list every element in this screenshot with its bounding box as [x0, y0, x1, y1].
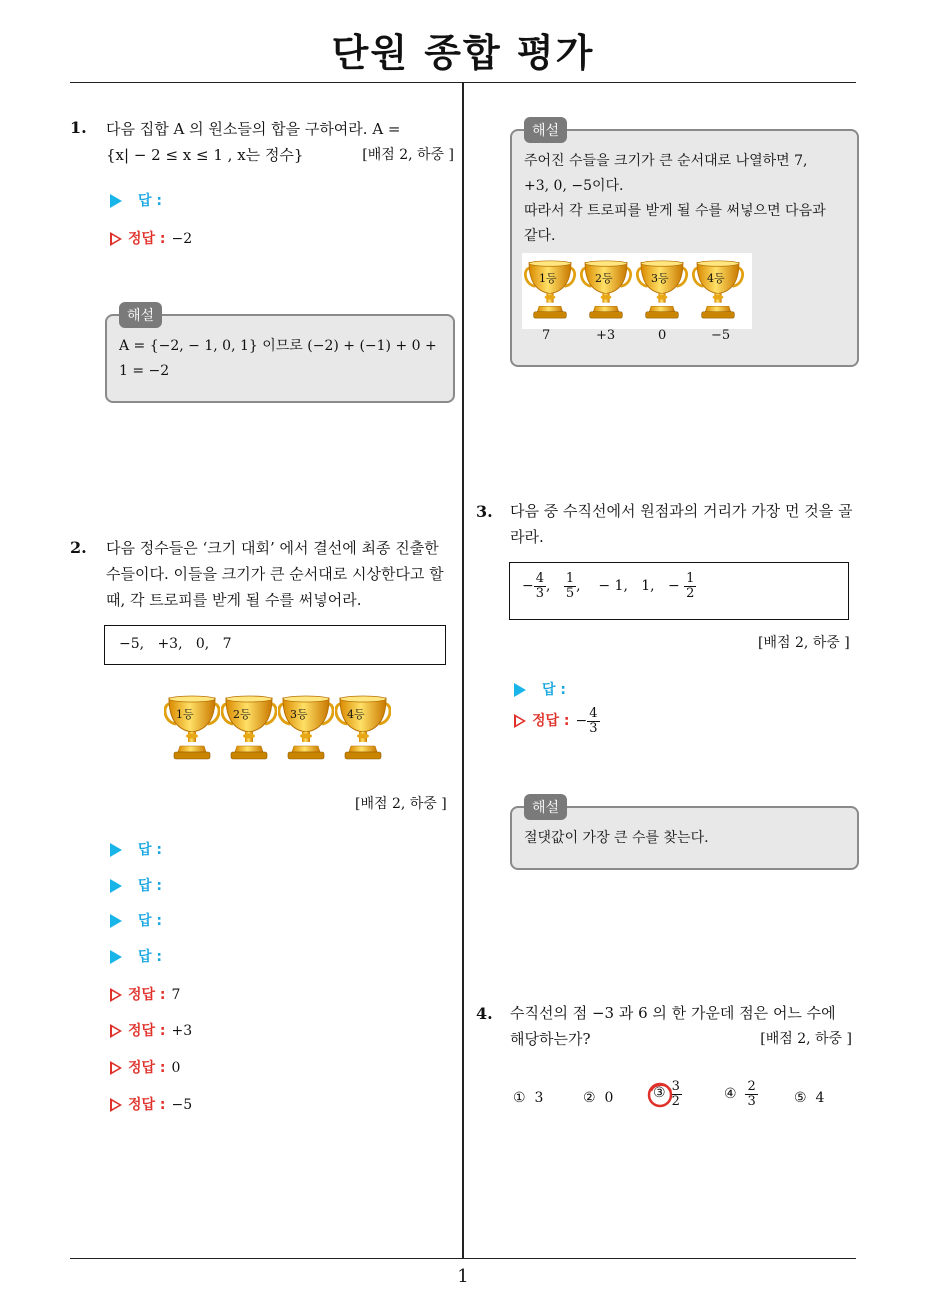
question-4-number: 4. — [476, 1004, 493, 1023]
question-3-correct: 정답 : − $\frac{4}{3}$ — [514, 707, 600, 735]
fraction: $\frac{4}{3}$ — [535, 571, 545, 601]
answer-arrow-icon — [110, 914, 122, 928]
question-2-correct-1: 정답 : 7 — [110, 984, 180, 1004]
trophy-rank-1: 1등 — [176, 708, 194, 721]
trophy-rank-4: 4등 — [707, 272, 725, 285]
trophy-rank-3: 3등 — [290, 708, 308, 721]
question-2-number: 2. — [70, 538, 87, 557]
solution-tag: 해설 — [524, 794, 567, 820]
trophy-rank-2: 2등 — [595, 272, 613, 285]
question-2-line-2: 수들이다. 이들을 크기가 큰 순서대로 시상한다고 할 — [106, 565, 444, 583]
question-2-text — [106, 535, 456, 613]
question-2-number-box — [104, 625, 446, 665]
trophy-icon — [636, 259, 688, 319]
answer-arrow-icon — [110, 194, 122, 208]
solution-line-1: 절댓값이 가장 큰 수를 찾는다. — [524, 830, 709, 846]
question-2-answer-field-4[interactable]: 답 : — [110, 946, 162, 966]
trophy-icon — [580, 259, 632, 319]
question-3-text — [510, 498, 860, 550]
footer-rule — [70, 1258, 856, 1259]
question-4-text — [510, 1000, 860, 1052]
question-4-line-2: 해당하는가? — [510, 1030, 591, 1048]
question-1-correct — [110, 228, 192, 248]
question-2-answer-field-2[interactable]: 답 : — [110, 875, 162, 895]
trophy-icon — [164, 694, 220, 760]
column-divider — [462, 83, 464, 1259]
question-2-answer-field-1[interactable]: 답 : — [110, 839, 162, 859]
correct-arrow-icon — [110, 1061, 122, 1075]
trophy-icon — [335, 694, 391, 760]
correct-arrow-icon — [514, 714, 526, 728]
trophy-rank-2: 2등 — [233, 708, 251, 721]
number-list: −5, +3, 0, 7 — [119, 636, 232, 652]
question-1-line-2: {x| − 2 ≤ x ≤ 1 , x는 정수} — [106, 146, 304, 164]
option-5[interactable]: ⑤ 4 — [794, 1090, 825, 1106]
page-number: 1 — [457, 1266, 469, 1287]
selected-circle-icon — [647, 1081, 675, 1109]
page-title: 단원 종합 평가 — [331, 31, 595, 75]
answer-label: 답 : — [138, 193, 162, 209]
question-3-line-2: 라라. — [510, 528, 544, 546]
correct-arrow-icon — [110, 1024, 122, 1038]
correct-label: 정답 : — [128, 231, 166, 247]
trophy-icon — [278, 694, 334, 760]
question-2-correct-2: 정답 : +3 — [110, 1020, 192, 1040]
question-3-line-1: 다음 중 수직선에서 원점과의 거리가 가장 먼 것을 골 — [510, 502, 853, 520]
fraction: $\frac{1}{5}$ — [565, 571, 575, 601]
option-3[interactable]: ③ $\frac{3}{2}$ — [653, 1080, 682, 1108]
solution-line-2: +3, 0, −5이다. — [524, 178, 624, 194]
answer-arrow-icon — [514, 683, 526, 697]
answer-arrow-icon — [110, 843, 122, 857]
trophy-rank-1: 1등 — [539, 272, 557, 285]
question-2-line-3: 때, 각 트로피를 받게 될 수를 써넣어라. — [106, 591, 362, 609]
question-3-solution — [510, 800, 859, 870]
question-1-text — [106, 116, 456, 168]
solution-line-1: 주어진 수들을 크기가 큰 순서대로 나열하면 7, — [524, 153, 808, 169]
question-1-solution — [105, 308, 455, 403]
answer-arrow-icon — [110, 950, 122, 964]
question-3-choices-box: − $\frac{4}{3}$ , $\frac{1}{5}$ , − 1, 1, − $\frac{1}{2}$ — [509, 562, 849, 620]
fraction: $\frac{2}{3}$ — [747, 1079, 756, 1109]
correct-arrow-icon — [110, 232, 122, 246]
question-3-answer-field[interactable]: 답 : — [514, 679, 566, 699]
question-2-meta: [배점 2, 하중 ] — [355, 796, 447, 812]
question-1-number: 1. — [70, 118, 87, 137]
trophy-icon — [221, 694, 277, 760]
choice-integers: − 1, 1, — [598, 578, 655, 595]
fraction: $\frac{4}{3}$ — [589, 706, 598, 736]
solution-value-1: 7 — [542, 328, 551, 343]
solution-trophy-panel — [522, 253, 752, 329]
option-2[interactable]: ② 0 — [583, 1090, 614, 1106]
correct-arrow-icon — [110, 988, 122, 1002]
trophy-rank-4: 4등 — [347, 708, 365, 721]
question-3-number: 3. — [476, 502, 493, 521]
fraction: $\frac{3}{2}$ — [671, 1079, 680, 1109]
question-1-meta: [배점 2, 하중 ] — [362, 147, 454, 163]
solution-value-2: +3 — [596, 328, 616, 343]
solution-line-1: A = {−2, − 1, 0, 1} 이므로 (−2) + (−1) + 0 + — [119, 338, 437, 354]
solution-line-2: 1 = −2 — [119, 363, 170, 379]
answer-arrow-icon — [110, 879, 122, 893]
question-2-solution — [510, 123, 859, 367]
solution-value-3: 0 — [658, 328, 667, 343]
question-2-line-1: 다음 정수들은 ‘크기 대회’ 에서 결선에 최종 진출한 — [106, 539, 439, 557]
question-4-line-1: 수직선의 점 −3 과 6 의 한 가운데 점은 어느 수에 — [510, 1004, 836, 1022]
trophy-rank-3: 3등 — [651, 272, 669, 285]
fraction: $\frac{1}{2}$ — [686, 571, 695, 601]
trophy-icon — [692, 259, 744, 319]
solution-tag: 해설 — [119, 302, 162, 328]
question-4-meta: [배점 2, 하중 ] — [760, 1031, 852, 1047]
solution-line-4: 같다. — [524, 228, 556, 244]
solution-tag: 해설 — [524, 117, 567, 143]
question-1-line-1: 다음 집합 A 의 원소들의 합을 구하여라. A = — [106, 120, 401, 138]
solution-value-4: −5 — [711, 328, 731, 343]
trophy-icon — [524, 259, 576, 319]
option-1[interactable]: ① 3 — [513, 1090, 544, 1106]
solution-line-3: 따라서 각 트로피를 받게 될 수를 써넣으면 다음과 — [524, 203, 826, 219]
question-2-correct-3: 정답 : 0 — [110, 1057, 180, 1077]
option-4[interactable]: ④ $\frac{2}{3}$ — [724, 1079, 756, 1109]
question-1-answer-field[interactable] — [110, 190, 162, 210]
question-3-meta: [배점 2, 하중 ] — [758, 635, 850, 651]
question-2-answer-field-3[interactable]: 답 : — [110, 910, 162, 930]
correct-arrow-icon — [110, 1098, 122, 1112]
question-2-correct-4: 정답 : −5 — [110, 1094, 192, 1114]
correct-value: −2 — [171, 231, 193, 247]
